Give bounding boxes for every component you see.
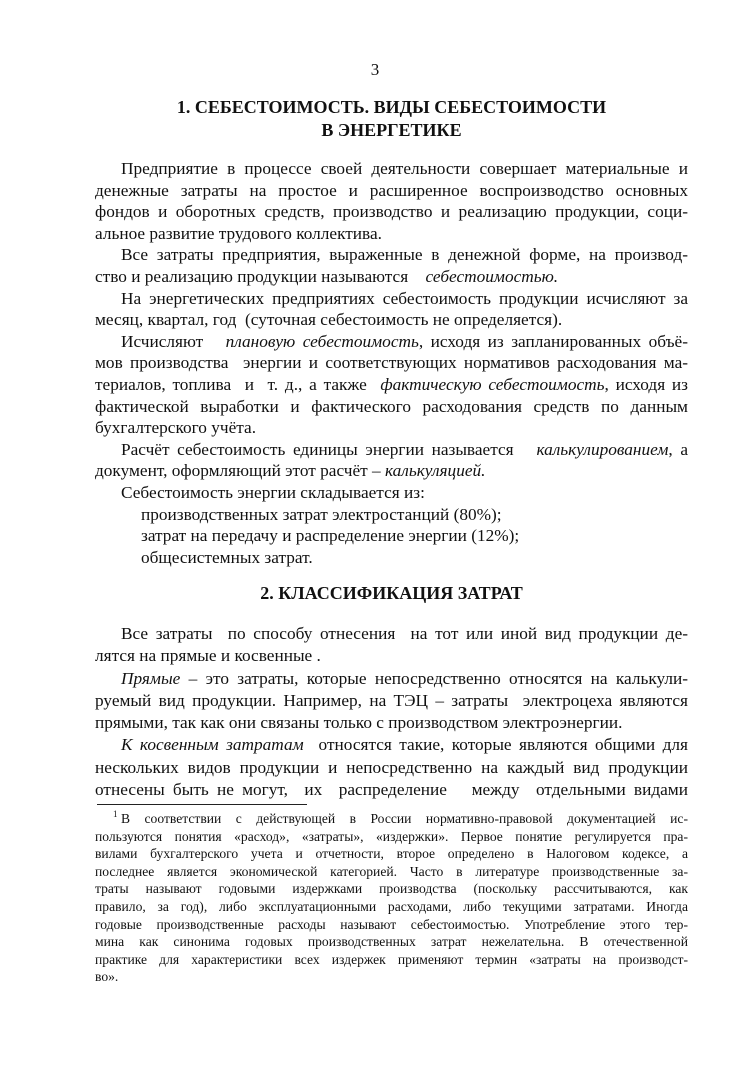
list-item: производственных затрат электростанций (80%); [141, 504, 502, 524]
text-line [95, 439, 688, 461]
text-segment: Исчисляют [121, 331, 226, 351]
footnote-text: вилами бухгалтерского учета и отчетности, второе определено в Налоговом кодексе, а [95, 846, 688, 862]
text-segment: денежные затраты на простое и расширенное воспроизводство основных [95, 180, 688, 200]
text-line [95, 180, 688, 202]
paragraph [95, 623, 688, 668]
text-line [95, 690, 688, 712]
text-line [95, 645, 688, 667]
text-line [95, 712, 688, 734]
footnote-text: годовые производственные расходы называют себестоимостью. Употребление этого тер- [95, 916, 688, 932]
text-segment: Все затраты по способу отнесения на тот или иной вид продукции де- [121, 624, 688, 643]
paragraph [95, 482, 688, 504]
footnote-text: траты называют годовыми издержками производства (поскольку рассчитываются, как [95, 881, 688, 897]
text-line [95, 779, 688, 801]
footnote-line [95, 898, 688, 916]
footnote-text: практике для характеристики всех издержек применяют термин «затраты на производст- [95, 951, 688, 967]
footnote-text: В соответствии с действующей в России нормативно-правовой документацией ис- [121, 811, 688, 826]
text-segment: руемый вид продукции. Например, на ТЭЦ – затраты электроцеха являются [95, 690, 688, 710]
footnote-line [95, 916, 688, 934]
text-segment: относятся такие, которые являются общими для [303, 735, 688, 755]
text-segment: документ, оформляющий этот расчёт – [95, 461, 385, 481]
text-segment: отнесены быть не могут, их распределение между отдельными видами [95, 780, 688, 800]
text-line [95, 396, 688, 418]
footnote-line [95, 828, 688, 846]
text-line [95, 288, 688, 310]
heading-line: 1. СЕБЕСТОИМОСТЬ. ВИДЫ СЕБЕСТОИМОСТИ [176, 97, 607, 117]
paragraph [95, 288, 688, 331]
text-segment: нескольких видов продукции и непосредственно на каждый вид продукции [95, 757, 688, 777]
text-segment: Все затраты предприятия, выраженные в денежной форме, на производ- [121, 245, 688, 265]
text-segment: бухгалтерского учёта. [95, 418, 257, 438]
footnote-line [95, 880, 688, 898]
emphasized-term: калькулированием [536, 439, 669, 459]
footnote-text: последнее является экономической категорией. Часто в литературе производственные за- [95, 863, 688, 879]
text-line [95, 460, 688, 482]
paragraph [95, 331, 688, 439]
footnote [95, 810, 688, 986]
heading-line: 2. КЛАССИФИКАЦИЯ ЗАТРАТ [260, 583, 523, 603]
text-segment: Расчёт себестоимость единицы энергии называется [121, 439, 537, 459]
text-line [95, 223, 688, 245]
footnote-text: пользуются понятия «расход», «затраты», «издержки». Первое понятие регулируется пра- [95, 828, 688, 844]
text-segment: , а [668, 439, 688, 459]
text-segment: фондов и оборотных средств, производство и реализацию продукции, соци- [95, 202, 688, 222]
text-segment: прямыми, так как они связаны только с производством электроэнергии. [95, 713, 623, 733]
paragraph [95, 244, 688, 287]
emphasized-term: себестоимостью. [425, 266, 559, 286]
text-segment: На энергетических предприятиях себестоимость продукции исчисляют за [121, 288, 688, 308]
text-segment: месяц, квартал, год (суточная себестоимость не определяется). [95, 310, 563, 330]
footnote-marker: 1 [113, 809, 118, 819]
footnote-line [95, 845, 688, 863]
text-segment: лятся на прямые и косвенные . [95, 646, 321, 666]
text-line [95, 623, 688, 645]
text-segment: – это затраты, которые непосредственно относятся на калькули- [180, 668, 688, 688]
footnote-line [95, 951, 688, 969]
text-line [95, 734, 688, 756]
footnote-line [95, 933, 688, 951]
section-1-body [95, 158, 688, 568]
text-line [95, 266, 688, 288]
paragraph [95, 439, 688, 482]
paragraph [95, 668, 688, 735]
text-segment: Предприятие в процессе своей деятельности совершает материальные и [121, 159, 688, 178]
heading-line: В ЭНЕРГЕТИКЕ [321, 120, 462, 140]
footnote-line [95, 863, 688, 881]
text-segment: фактической выработки и фактического расходования средств по данным [95, 396, 688, 416]
list-item: затрат на передачу и распределение энергии (12%); [141, 526, 520, 546]
text-segment: , исходя из [604, 374, 689, 394]
emphasized-term: плановую себестоимость [225, 331, 419, 351]
paragraph [95, 158, 688, 244]
section-2-heading [95, 582, 688, 605]
text-line [95, 417, 688, 439]
emphasized-term: фактическую себестоимость [380, 374, 605, 394]
emphasized-term: калькуляцией. [385, 461, 486, 481]
text-line [95, 668, 688, 690]
list-item: общесистемных затрат. [141, 547, 313, 567]
text-line [95, 201, 688, 223]
text-segment: , исходя из запланированных объё- [418, 331, 688, 351]
text-line [95, 309, 688, 331]
text-segment: териалов, топлива и т. д., а также [95, 374, 381, 394]
text-line [95, 158, 688, 180]
footnote-line [95, 968, 688, 986]
paragraph [95, 734, 688, 801]
text-line [95, 352, 688, 374]
text-line [95, 331, 688, 353]
emphasized-term: Прямые [121, 668, 181, 688]
text-line [95, 244, 688, 266]
section-2-body [95, 623, 688, 801]
text-segment: альное развитие трудового коллектива. [95, 223, 382, 243]
text-segment: ство и реализацию продукции называются [95, 266, 426, 286]
footnote-text: во». [95, 969, 119, 985]
cost-components-list [95, 504, 688, 569]
text-segment: Себестоимость энергии складывается из: [121, 482, 425, 502]
section-1-heading [95, 96, 688, 142]
text-line [95, 374, 688, 396]
text-line [95, 757, 688, 779]
footnote-line [95, 810, 688, 828]
footnote-separator [97, 804, 307, 805]
emphasized-term: К косвенным затратам [121, 735, 304, 755]
footnote-text: мина как синонима годовых производственных затрат нежелательна. В отечественной [95, 934, 688, 950]
text-segment: мов производства энергии и соответствующих нормативов расходования ма- [95, 353, 688, 373]
footnote-text: правило, за год), либо эксплуатационными расходами, либо текущими затратами. Иногда [95, 898, 688, 914]
page-number: 3 [370, 60, 380, 79]
text-line [95, 482, 688, 504]
